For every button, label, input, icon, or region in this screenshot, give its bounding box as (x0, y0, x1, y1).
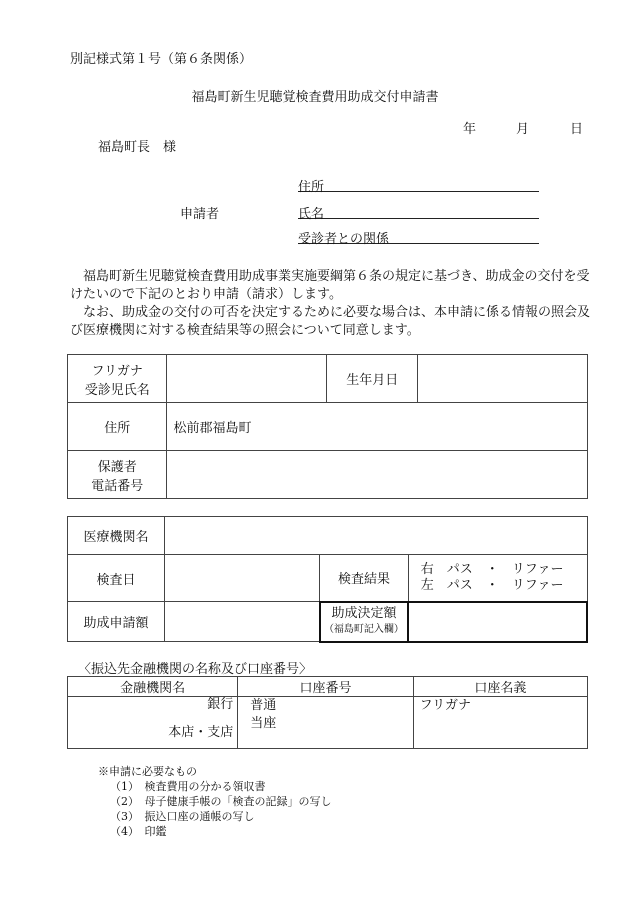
bank-heading: 〈振込先金融機関の名称及び口座番号〉 (78, 662, 313, 677)
date-day-label: 日 (570, 122, 584, 137)
page-title: 福島町新生児聴覚検査費用助成交付申請書 (191, 90, 439, 105)
bank-name-input[interactable] (68, 697, 238, 749)
account-name-furigana: フリガナ (419, 698, 471, 713)
address-label: 住所 (68, 403, 167, 451)
notes-item: （3） 振込口座の通帳の写し (110, 810, 255, 823)
medical-institution-input[interactable] (164, 517, 587, 555)
notes-title: ※申請に必要なもの (98, 765, 197, 778)
consent-paragraph-2: なお、助成金の交付の可否を決定するために必要な場合は、本申請に係る情報の照会及び医療機関に対する検査結果等の照会について同意します。 (70, 305, 591, 338)
child-name-input[interactable] (167, 355, 327, 403)
applicant-relation-label: 受診者との関係 (298, 232, 390, 247)
notes-item: （1） 検査費用の分かる領収書 (110, 780, 266, 793)
account-name-input[interactable] (413, 697, 587, 749)
col-account-no: 口座番号 (238, 677, 413, 697)
exam-date-input[interactable] (164, 555, 319, 602)
address-input[interactable] (167, 403, 588, 451)
decision-amount-label: 助成決定額 (331, 605, 397, 621)
col-institution: 金融機関名 (68, 677, 238, 697)
child-name-label-cell (68, 355, 167, 403)
applicant-name-label: 氏名 (298, 207, 325, 222)
birthdate-input[interactable] (418, 355, 588, 403)
guardian-phone-input[interactable] (167, 451, 588, 499)
decision-note: （福島町記入欄） (323, 623, 404, 635)
applicant-label: 申請者 (180, 207, 220, 222)
guardian-label: 保護者 (97, 459, 137, 475)
form-number: 別記様式第１号（第６条関係） (70, 52, 253, 67)
birthdate-label: 生年月日 (327, 355, 418, 403)
col-account-name: 口座名義 (413, 677, 587, 697)
applicant-name-field[interactable] (298, 203, 539, 222)
result-left-row[interactable]: 左 パス ・ リファー (420, 577, 564, 593)
furigana-label: フリガナ (91, 363, 143, 379)
bank-suffix: 銀行 (207, 697, 234, 712)
address-value: 松前郡福島町 (173, 421, 252, 436)
decision-amount-input[interactable] (408, 602, 587, 642)
guardian-phone-label-cell (68, 451, 167, 499)
applicant-address-field[interactable] (298, 176, 539, 195)
account-type-ordinary[interactable]: 普通 (250, 698, 277, 713)
grant-amount-label: 助成申請額 (68, 602, 165, 642)
date-year-label: 年 (463, 122, 477, 137)
exam-date-label: 検査日 (68, 555, 165, 602)
phone-label: 電話番号 (91, 478, 144, 494)
child-info-table (67, 354, 588, 499)
exam-info-table (67, 516, 588, 643)
required-items-notes (98, 764, 332, 839)
applicant-relation-field[interactable] (298, 228, 539, 247)
date-month-label: 月 (516, 122, 530, 137)
exam-result-label: 検査結果 (320, 555, 409, 602)
account-type-current[interactable]: 当座 (250, 716, 277, 731)
child-name-label: 受診児氏名 (84, 382, 150, 398)
notes-item: （2） 母子健康手帳の「検査の記録」の写し (110, 795, 332, 808)
bank-table (67, 676, 588, 749)
decision-amount-label-cell (320, 602, 409, 642)
result-right-row[interactable]: 右 パス ・ リファー (420, 561, 564, 577)
exam-result-options[interactable] (408, 555, 587, 602)
applicant-address-label: 住所 (298, 180, 325, 195)
grant-amount-input[interactable] (164, 602, 319, 642)
branch-suffix: 本店・支店 (168, 725, 234, 740)
consent-paragraph-1: 福島町新生児聴覚検査費用助成事業実施要綱第６条の規定に基づき、助成金の交付を受けたいので下記のとおり申請（請求）します。 (70, 269, 590, 302)
medical-institution-label: 医療機関名 (68, 517, 165, 555)
notes-item: （4） 印鑑 (110, 825, 167, 838)
addressee: 福島町長 様 (98, 140, 177, 155)
account-no-input[interactable] (238, 697, 413, 749)
